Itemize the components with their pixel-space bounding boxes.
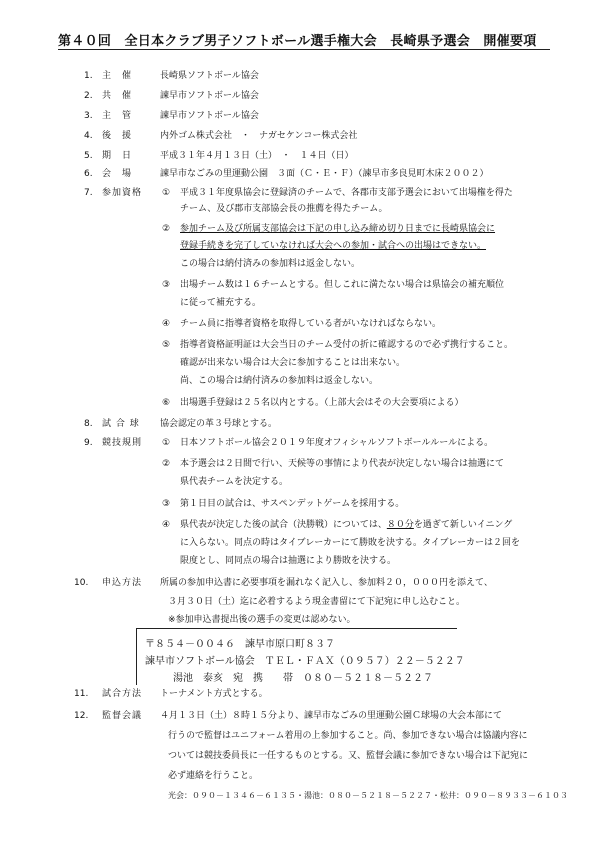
item-label: 参加資格	[102, 188, 143, 198]
qualification-line: 確認が出来ない場合は大会に参加することは出来ない。	[180, 358, 406, 368]
item-label: 後 援	[102, 131, 133, 141]
qualification-line: 尚、この場合は納付済みの参加料は返金しない。	[180, 376, 379, 386]
item-value: 諫早市ソフトボール協会	[160, 111, 259, 121]
title-underline	[58, 49, 550, 50]
circled-number: ④	[162, 520, 171, 530]
item-value: 平成３１年４月１３日（土） ・ １４日（日）	[160, 151, 354, 161]
item-number: 3.	[84, 111, 93, 121]
application-line: ３月３０日（土）迄に必着するよう現金書留にて下記宛に申し込むこと。	[168, 597, 466, 607]
circled-number: ⑤	[162, 340, 171, 350]
item-value: 諫早市なごみの里運動公園 ３面（Ｃ・Ｅ・Ｆ）（諫早市多良見町木床２００２）	[160, 169, 489, 179]
association-contact-line: 諫早市ソフトボール協会 ＴＥＬ・ＦＡＸ（０９５７）２２－５２２７	[145, 656, 465, 667]
item-number: 1.	[84, 71, 93, 81]
item-label: 申込方法	[102, 578, 143, 588]
circled-number: ③	[162, 280, 171, 290]
item-number: 5.	[84, 151, 93, 161]
recipient-line: 湯池 泰亥 宛 携 帯 ０８０－５２１８－５２２７	[173, 673, 433, 684]
qualification-line: 指導者資格証明証は大会当日のチーム受付の折に確認するので必ず携行すること。	[180, 340, 514, 350]
item-value: 内外ゴム株式会社 ・ ナガセケンコー株式会社	[160, 131, 358, 141]
rule-line: 限度とし、同同点の場合は抽選により勝敗を決する。	[180, 556, 397, 566]
item-label: 期 日	[102, 151, 133, 161]
item-number: 11.	[74, 689, 89, 699]
item-number: 12.	[74, 711, 89, 721]
item-number: 7.	[84, 188, 93, 198]
circled-number: ①	[162, 438, 171, 448]
rule-line: 第１日目の試合は、サスペンデットゲームを採用する。	[180, 499, 405, 509]
application-line: 所属の参加申込書に必要事項を漏れなく記入し、参加料２０，０００円を添えて、	[160, 578, 493, 588]
qualification-line: 出場チーム数は１６チームとする。但しこれに満たない場合は県協会の補充順位	[180, 280, 505, 290]
item-label: 共 催	[102, 91, 133, 101]
item-label: 試合方法	[102, 689, 143, 699]
rule-line: 日本ソフトボール協会２０１９年度オフィシャルソフトボールルールによる。	[180, 438, 494, 448]
rule-4-prefix: 県代表が決定した後の試合（決勝戦）については、	[180, 520, 387, 530]
item-label: 主 催	[102, 71, 133, 81]
item-value: 諫早市ソフトボール協会	[160, 91, 259, 101]
meeting-line: ４月１３日（土）８時１５分より、諫早市なごみの里運動公園Ｃ球場の大会本部にて	[160, 711, 503, 721]
rule-4-suffix: を過ぎて新しいイニング	[413, 520, 513, 530]
qualification-line: この場合は納付済みの参加料は返金しない。	[180, 259, 361, 269]
page-title: 第４０回 全日本クラブ男子ソフトボール選手権大会 長崎県予選会 開催要項	[58, 34, 537, 49]
item-label: 監督会議	[102, 711, 143, 721]
address-line: 〒８５４－００４６ 諫早市原口町８３７	[145, 639, 335, 650]
address-box	[136, 628, 465, 685]
meeting-line: ついては競技委員長に一任するものとする。又、監督会議に参加できない場合は下記宛に	[168, 751, 529, 761]
rule-4-underlined: ８０分	[386, 520, 414, 530]
circled-number: ②	[162, 459, 171, 469]
circled-number: ④	[162, 319, 171, 329]
item-number: 2.	[84, 91, 93, 101]
qualification-line: 参加チーム及び所属支部協会は下記の申し込み締め切り日までに長崎県協会に	[180, 224, 496, 234]
item-number: 4.	[84, 131, 93, 141]
item-number: 9.	[84, 438, 93, 448]
circled-number: ②	[162, 224, 171, 234]
qualification-line: 出場選手登録は２５名以内とする。（上部大会はその大会要項による）	[180, 398, 464, 408]
item-label: 会 場	[102, 169, 133, 179]
rule-line: に入らない。同点の時はタイブレーカーにて勝敗を決する。タイブレーカーは２回を	[180, 538, 521, 548]
qualification-line: チーム員に指導者資格を取得している者がいなければならない。	[180, 319, 442, 329]
item-label: 試 合 球	[102, 419, 140, 429]
item-value: 協会認定の革３号球とする。	[160, 419, 278, 429]
item-value: 長崎県ソフトボール協会	[160, 71, 259, 81]
meeting-line: 必ず連絡を行うこと。	[168, 771, 259, 781]
qualification-line: 登録手続きを完了していなければ大会への参加・試合への出場はできない。	[180, 241, 487, 251]
circled-number: ①	[162, 188, 171, 198]
meeting-line: 行うので監督はユニフォーム着用の上参加すること。尚、参加できない場合は協議内容に	[168, 731, 528, 741]
item-label: 主 管	[102, 111, 133, 121]
item-number: 6.	[84, 169, 93, 179]
qualification-line: に従って補充する。	[180, 298, 262, 308]
item-number: 10.	[74, 578, 89, 588]
application-line: ※参加申込書提出後の選手の変更は認めない。	[168, 615, 356, 625]
rule-line: 本予選会は２日間で行い、天候等の事情により代表が決定しない場合は抽選にて	[180, 459, 505, 469]
circled-number: ③	[162, 499, 171, 509]
circled-number: ⑥	[162, 398, 171, 408]
item-number: 8.	[84, 419, 93, 429]
qualification-line: 平成３１年度県協会に登録済のチームで、各郡市支部予選会において出場権を得た	[180, 188, 513, 198]
item-label: 競技規則	[102, 438, 143, 448]
contact-phones: 光会：０９０－１３４６－６１３５・湯池：０８０－５２１８－５２２７・松井：０９０－８９３３－６１０３	[168, 791, 568, 800]
rule-line-with-underline	[180, 519, 512, 531]
rule-line: 県代表チームを決定する。	[180, 477, 289, 487]
item-value: トーナメント方式とする。	[160, 689, 268, 699]
qualification-line: チーム、及び郡市支部協会長の推薦を得たチーム。	[180, 204, 388, 214]
